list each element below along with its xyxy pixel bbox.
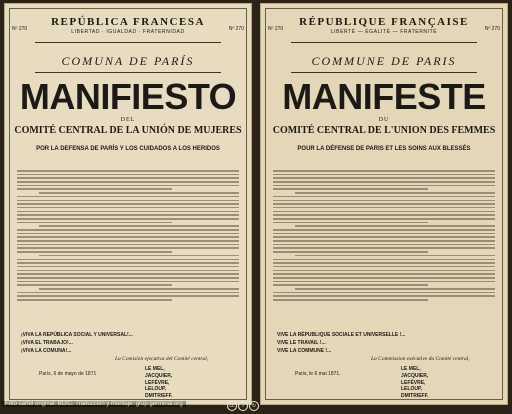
poster-subtitle: POUR LA DÉFENSE DE PARIS ET LES SOINS AUX BLESSÉS bbox=[297, 146, 471, 152]
poster-subtitle: POR LA DEFENSA DE PARÍS Y LOS CUIDADOS A LOS HERIDOS bbox=[36, 146, 220, 152]
photo-credit: Foto cartel original: BDIC. Traducción y montaje: grup.germinal.org bbox=[2, 401, 186, 407]
slogans: VIVE LA RÉPUBLIQUE SOCIALE ET UNIVERSELLE !... VIVE LE TRAVAIL !... VIVE LA COMMUNE !... bbox=[277, 332, 406, 354]
body-text-block bbox=[273, 170, 495, 303]
commune-heading: COMUNA DE PARÍS bbox=[61, 54, 195, 68]
french-poster bbox=[260, 3, 508, 405]
body-text-block bbox=[17, 170, 239, 303]
date: París, 6 de mayo de 1871 bbox=[39, 371, 97, 377]
creative-commons-badge bbox=[227, 401, 259, 411]
signatories: LE MEL, JACQUIER, LEFÈVRE, LELOUP, DMITRIEFF. bbox=[145, 366, 173, 399]
motto: LIBERTÉ — ÉGALITÉ — FRATERNITÉ bbox=[330, 29, 438, 35]
poster-title: MANIFIESTO bbox=[19, 76, 237, 117]
divider bbox=[291, 42, 477, 43]
by-icon: i bbox=[238, 401, 248, 411]
committee-heading: COMITÉ CENTRAL DE L'UNION DES FEMMES bbox=[272, 125, 496, 136]
divider bbox=[35, 42, 221, 43]
sa-icon: ↻ bbox=[249, 401, 259, 411]
commune-heading: COMMUNE DE PARIS bbox=[311, 54, 457, 68]
slogans: ¡VIVA LA REPÚBLICA SOCIAL Y UNIVERSAL!... ¡VIVA EL TRABAJO!... ¡VIVA LA COMUNA!... bbox=[21, 332, 133, 354]
signature-header: La Commission exécutive du Comité central, bbox=[371, 356, 470, 362]
republic-heading: RÉPUBLIQUE FRANÇAISE bbox=[299, 16, 469, 28]
committee-heading: COMITÉ CENTRAL DE LA UNIÓN DE MUJERES bbox=[14, 125, 242, 136]
divider bbox=[35, 72, 221, 73]
republic-heading: REPÚBLICA FRANCESA bbox=[51, 16, 205, 28]
poster-number-left: Nº 270 bbox=[268, 26, 284, 32]
signatories: LE MEL, JACQUIER, LEFÈVRE, LELOUP, DMITRIEFF. bbox=[401, 366, 429, 399]
cc-icon: cc bbox=[227, 401, 237, 411]
poster-title: MANIFESTE bbox=[282, 76, 486, 117]
motto: LIBERTAD · IGUALDAD · FRATERNIDAD bbox=[71, 29, 185, 35]
title-connector: DU bbox=[378, 117, 390, 123]
poster-number-right: Nº 270 bbox=[484, 26, 500, 32]
divider bbox=[291, 72, 477, 73]
date: Paris, le 6 mai 1871. bbox=[295, 371, 341, 377]
poster-number-right: Nº 270 bbox=[228, 26, 244, 32]
title-connector: DEL bbox=[120, 117, 136, 123]
spanish-poster bbox=[4, 3, 252, 405]
poster-number-left: Nº 270 bbox=[12, 26, 28, 32]
signature-header: La Comisión ejecutiva del Comité central, bbox=[115, 356, 209, 362]
